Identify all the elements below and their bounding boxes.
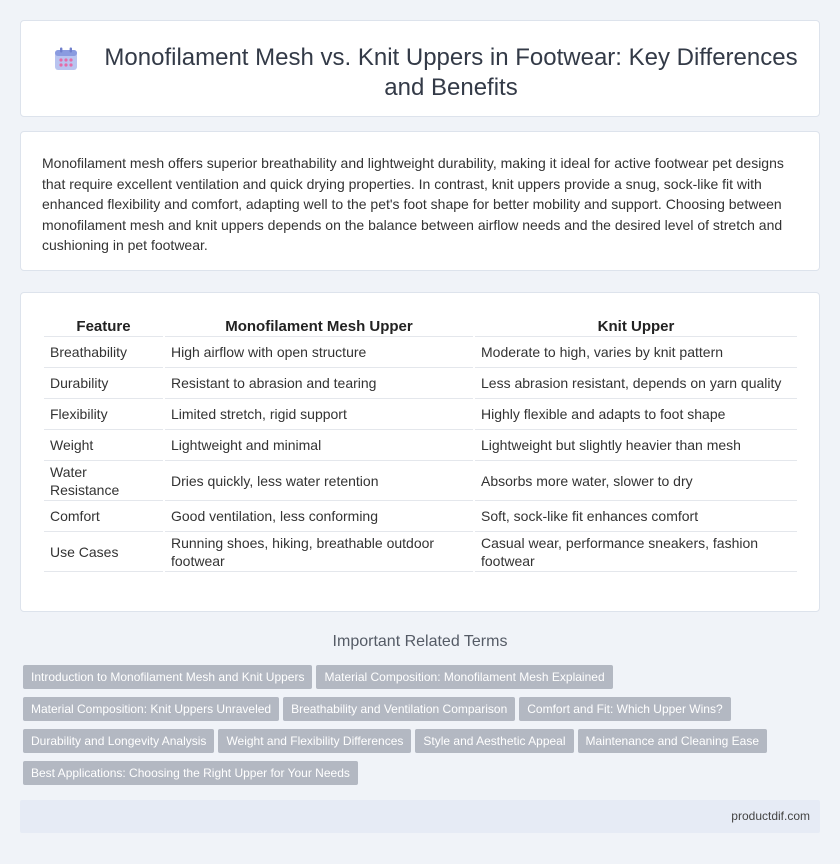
related-term-tag[interactable]: Weight and Flexibility Differences: [218, 729, 411, 753]
feature-cell: Flexibility: [44, 399, 163, 430]
page-title: Monofilament Mesh vs. Knit Uppers in Footwear: Key Differences and Benefits: [104, 44, 798, 101]
knit-cell: Soft, sock-like fit enhances comfort: [475, 501, 797, 532]
knit-cell: Absorbs more water, slower to dry: [475, 461, 797, 501]
related-terms-list: [23, 665, 823, 793]
mesh-cell: Limited stretch, rigid support: [165, 399, 473, 430]
feature-cell: Breathability: [44, 337, 163, 368]
comparison-table: [42, 313, 799, 572]
table-row: [44, 461, 797, 501]
mesh-cell: Good ventilation, less conforming: [165, 501, 473, 532]
comparison-card: [20, 292, 820, 612]
related-term-tag[interactable]: Material Composition: Knit Uppers Unraveled: [23, 697, 279, 721]
related-term-tag[interactable]: Durability and Longevity Analysis: [23, 729, 214, 753]
feature-cell: Comfort: [44, 501, 163, 532]
mesh-cell: Running shoes, hiking, breathable outdoor footwear: [165, 532, 473, 572]
related-term-tag[interactable]: Material Composition: Monofilament Mesh Explained: [316, 665, 612, 689]
tag-row: [23, 761, 823, 793]
feature-cell: Durability: [44, 368, 163, 399]
intro-card: [20, 131, 820, 271]
header-mesh: Monofilament Mesh Upper: [165, 313, 473, 337]
feature-cell: Weight: [44, 430, 163, 461]
header-card: [20, 20, 820, 117]
related-term-tag[interactable]: Maintenance and Cleaning Ease: [578, 729, 767, 753]
knit-cell: Less abrasion resistant, depends on yarn quality: [475, 368, 797, 399]
footer-site-link[interactable]: productdif.com: [731, 809, 810, 823]
related-term-tag[interactable]: Breathability and Ventilation Comparison: [283, 697, 515, 721]
mesh-cell: High airflow with open structure: [165, 337, 473, 368]
related-terms-heading: Important Related Terms: [332, 633, 508, 650]
footer-bar: [20, 800, 820, 833]
table-row: [44, 532, 797, 572]
feature-cell: Water Resistance: [44, 461, 163, 501]
header-knit: Knit Upper: [475, 313, 797, 337]
knit-cell: Lightweight but slightly heavier than mesh: [475, 430, 797, 461]
table-row: [44, 337, 797, 368]
header-feature: Feature: [44, 313, 163, 337]
intro-paragraph: Monofilament mesh offers superior breathability and lightweight durability, making it ideal for active footwear pet designs that require excellent ventilation and quick drying properties. In contrast, knit uppers provide a snug, sock-like fit with enhanced flexibility and comfort, adapting well to the pet's foot shape for better mobility and support. Choosing between monofilament mesh and knit uppers depends on the balance between airflow needs and the desired level of stretch and cushioning in pet footwear.: [42, 155, 784, 254]
related-term-tag[interactable]: Best Applications: Choosing the Right Upper for Your Needs: [23, 761, 358, 785]
mesh-cell: Dries quickly, less water retention: [165, 461, 473, 501]
mesh-cell: Lightweight and minimal: [165, 430, 473, 461]
table-row: [44, 501, 797, 532]
knit-cell: Moderate to high, varies by knit pattern: [475, 337, 797, 368]
table-header-row: [44, 313, 797, 337]
related-term-tag[interactable]: Style and Aesthetic Appeal: [415, 729, 573, 753]
related-term-tag[interactable]: Introduction to Monofilament Mesh and Knit Uppers: [23, 665, 312, 689]
calendar-grid-icon: [54, 47, 78, 71]
mesh-cell: Resistant to abrasion and tearing: [165, 368, 473, 399]
related-term-tag[interactable]: Comfort and Fit: Which Upper Wins?: [519, 697, 730, 721]
table-row: [44, 399, 797, 430]
feature-cell: Use Cases: [44, 532, 163, 572]
tag-row: [23, 729, 823, 761]
table-row: [44, 368, 797, 399]
knit-cell: Casual wear, performance sneakers, fashion footwear: [475, 532, 797, 572]
knit-cell: Highly flexible and adapts to foot shape: [475, 399, 797, 430]
tag-row: [23, 665, 823, 697]
table-row: [44, 430, 797, 461]
tag-row: [23, 697, 823, 729]
